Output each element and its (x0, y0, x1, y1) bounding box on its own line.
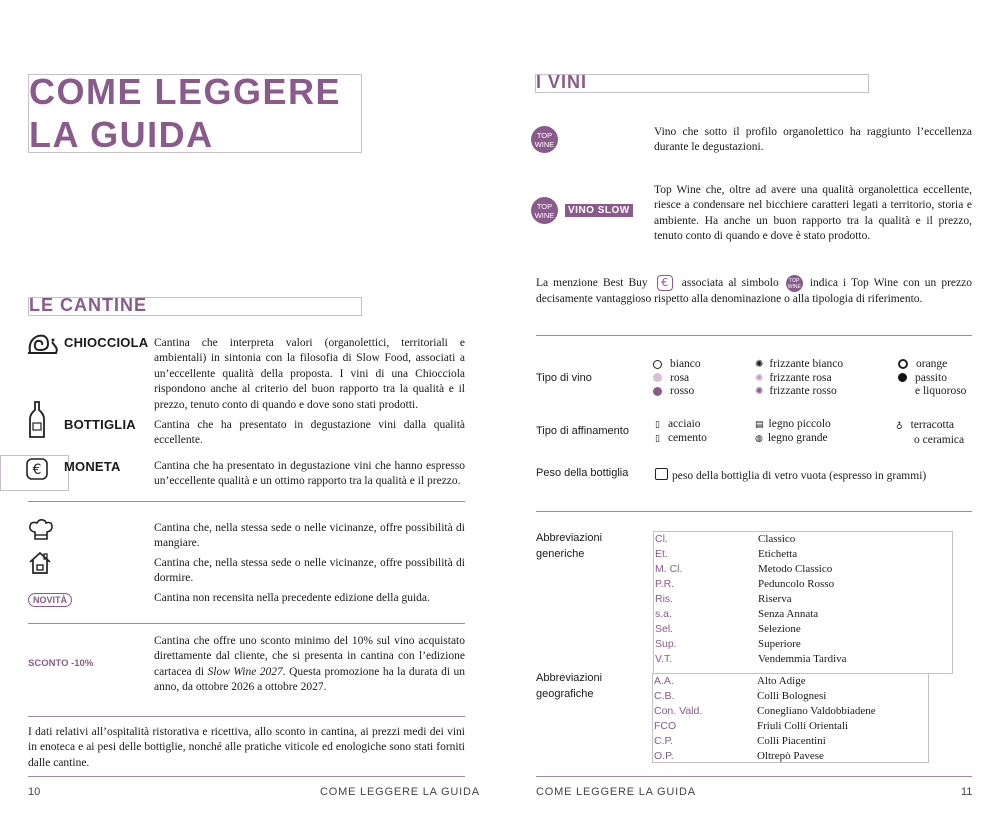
abbr-key: Sel. (655, 623, 674, 636)
moneta-text: Cantina che ha presentato in degustazione vini che hanno espresso un’eccellente qualità e un ottimo rapporto tra la qualità e il prezzo. (154, 460, 465, 488)
abbr-generiche-row (655, 622, 951, 637)
snail-icon (26, 331, 60, 357)
page-title: COME LEGGERE LA GUIDA (29, 71, 342, 155)
abbr-key: FCO (654, 719, 677, 732)
abbr-value: Selezione (758, 623, 801, 636)
abbr-generiche-row (655, 531, 951, 546)
abbr-value: Peduncolo Rosso (758, 577, 835, 590)
affinamento-col2: ▤ legno piccolo ◍ legno grande (755, 418, 831, 444)
bottiglia-label: BOTTIGLIA (64, 417, 136, 432)
tipo-vino-col3: orange passito e liquoroso (898, 358, 966, 399)
abbr-geografiche-row (654, 673, 927, 688)
abbr-key: P.R. (655, 577, 675, 590)
novita-text: Cantina non recensita nella precedente edizione della guida. (154, 592, 430, 604)
peso-text: peso della bottiglia di vetro vuota (espresso in grammi) (655, 468, 926, 483)
section-title-cantine: LE CANTINE (29, 295, 147, 315)
abbr-value: Friuli Colli Orientali (757, 719, 849, 732)
top-wine-small-icon: TOP WINE (786, 275, 803, 292)
abbr-generiche-row (655, 591, 951, 606)
rose-wine-icon (653, 373, 662, 382)
sparkling-white-icon: ✺ (755, 359, 764, 370)
large-barrel-icon: ◍ (755, 432, 763, 443)
abbr-generiche-row (655, 652, 951, 667)
abbr-value: Senza Annata (758, 608, 819, 621)
passito-icon (898, 373, 907, 382)
abbr-value: Etichetta (758, 547, 798, 560)
abbr-key: C.P. (654, 734, 674, 747)
top-wine-badge-icon: TOP WINE (531, 126, 558, 153)
abbr-value: Conegliano Valdobbiadene (757, 704, 876, 717)
abbr-key: V.T. (655, 653, 673, 666)
best-buy-text: La menzione Best Buy € associata al simbolo TOP WINE indica i Top Wine con un prezzo decisamente vantaggioso rispetto alla denominazione o alla tipologia di riferimento. (536, 276, 972, 305)
affinamento-label: Tipo di affinamento (536, 425, 629, 437)
abbr-generiche-row (655, 576, 951, 591)
restaurant-text: Cantina che, nella stessa sede o nelle vicinanze, offre possibilità di mangiare. (154, 522, 465, 550)
scale-icon (655, 468, 668, 480)
cement-tank-icon: ▯ (655, 432, 660, 443)
abbr-generiche-table (655, 531, 951, 667)
abbr-value: Vendemmia Tardiva (758, 653, 847, 666)
running-head-left: COME LEGGERE LA GUIDA (320, 786, 480, 798)
abbr-geografiche-row (654, 688, 927, 703)
sconto-text: Cantina che offre uno sconto minimo del 10% sul vino acquistato direttamente dal cliente, che si presenta in cantina con l’edizione cartacea di Slow Wine 2027. Questa promozione ha la durata di un anno, da ottobre 2026 a ottobre 2027. (154, 635, 465, 694)
abbr-generiche-label: Abbreviazioni generiche (536, 532, 603, 560)
lodging-text: Cantina che, nella stessa sede o nelle vicinanze, offre possibilità di dormire. (154, 557, 465, 585)
abbr-key: Ris. (655, 592, 674, 605)
abbr-key: Con. Vald. (654, 704, 703, 717)
section-title-vini: I VINI (536, 72, 588, 92)
abbr-value: Superiore (758, 638, 801, 651)
running-head-right: COME LEGGERE LA GUIDA (536, 786, 696, 798)
tipo-vino-label: Tipo di vino (536, 372, 592, 384)
chiocciola-label: CHIOCCIOLA (64, 335, 149, 350)
best-buy-euro-icon: € (657, 275, 673, 291)
abbr-key: A.A. (654, 674, 674, 687)
orange-wine-icon (898, 359, 908, 369)
euro-coin-icon (26, 458, 48, 480)
abbr-value: Riserva (758, 592, 792, 605)
abbr-key: Cl. (655, 532, 668, 545)
bottle-icon (29, 401, 45, 439)
abbr-generiche-row (655, 546, 951, 561)
abbr-value: Colli Piacentini (757, 734, 826, 747)
abbr-value: Classico (758, 532, 796, 545)
chiocciola-text: Cantina che interpreta valori (organolettici, territoriali e ambientali) in sintonia con la filosofia di Slow Food, associati a un’eccellente qualità della proposta. I vini di una Chiocciola rispondono anche al criterio del buon rapporto tra la qualità e il prezzo, tenuto conto di quando e dove sono stati prodotti. (154, 337, 465, 411)
tipo-vino-col2: ✺ frizzante bianco ✺ frizzante rosa ✺ frizzante rosso (755, 358, 844, 397)
abbr-value: Colli Bolognesi (757, 689, 827, 702)
abbr-generiche-row (655, 606, 951, 621)
abbr-key: Et. (655, 547, 668, 560)
abbr-generiche-row (655, 561, 951, 576)
abbr-key: Sup. (655, 638, 677, 651)
novita-badge: NOVITÀ (28, 593, 72, 607)
sconto-label: SCONTO -10% (28, 658, 94, 669)
page-number-left: 10 (28, 786, 41, 798)
abbr-key: C.B. (654, 689, 675, 702)
moneta-label: MONETA (64, 459, 121, 474)
affinamento-col1: ▯ acciaio ▯ cemento (655, 418, 707, 444)
bottiglia-text: Cantina che ha presentato in degustazione vini dalla qualità eccellente. (154, 419, 465, 447)
abbr-value: Oltrepò Pavese (757, 750, 824, 763)
svg-text:€: € (32, 462, 42, 478)
abbr-value: Metodo Classico (758, 562, 833, 575)
red-wine-icon (653, 387, 662, 396)
tipo-vino-col1: bianco rosa rosso (653, 358, 701, 399)
affinamento-col3: ♁ terracotta o ceramica (896, 419, 965, 446)
peso-label: Peso della bottiglia (536, 467, 629, 479)
abbr-geografiche-label: Abbreviazioni geografiche (536, 672, 603, 700)
sparkling-rose-icon: ✺ (755, 372, 764, 384)
vino-slow-text: Top Wine che, oltre ad avere una qualità organolettica eccellente, riesce a condensare nel bicchiere caratteri legati a territorio, storia e ambiente. Ha anche un buon rapporto tra la qualità e il prezzo, tenuto conto di quando e dove è stato prodotto. (654, 184, 972, 243)
chef-hat-icon (28, 519, 54, 541)
top-wine-badge-icon: TOP WINE (531, 197, 558, 224)
abbr-key: M. Cl. (655, 562, 683, 575)
abbr-geografiche-row (654, 718, 927, 733)
abbr-generiche-row (655, 637, 951, 652)
abbr-key: s.a. (655, 608, 672, 621)
vino-slow-badge: VINO SLOW (565, 204, 633, 217)
abbr-geografiche-row (654, 733, 927, 748)
abbr-geografiche-row (654, 703, 927, 718)
abbr-key: O.P. (654, 750, 674, 763)
top-wine-text: Vino che sotto il profilo organolettico ha raggiunto l’eccellenza durante le degustazioni. (654, 126, 972, 154)
house-bed-icon (28, 551, 52, 575)
small-barrel-icon: ▤ (755, 419, 764, 429)
amphora-icon: ♁ (896, 420, 903, 430)
abbr-geografiche-row (654, 748, 927, 763)
abbr-geografiche-table (654, 673, 927, 764)
sparkling-red-icon: ✺ (755, 386, 764, 397)
abbr-value: Alto Adige (757, 674, 806, 687)
footnote: I dati relativi all’ospitalità ristorativa e ricettiva, allo sconto in cantina, ai prezzi medi dei vini in enoteca e ai pesi delle bottiglie, nonché alle pratiche viticole ed enologiche sono stati forniti dalle cantine. (28, 726, 465, 769)
white-wine-icon (653, 360, 662, 369)
page-number-right: 11 (961, 786, 973, 798)
steel-tank-icon: ▯ (655, 419, 660, 429)
